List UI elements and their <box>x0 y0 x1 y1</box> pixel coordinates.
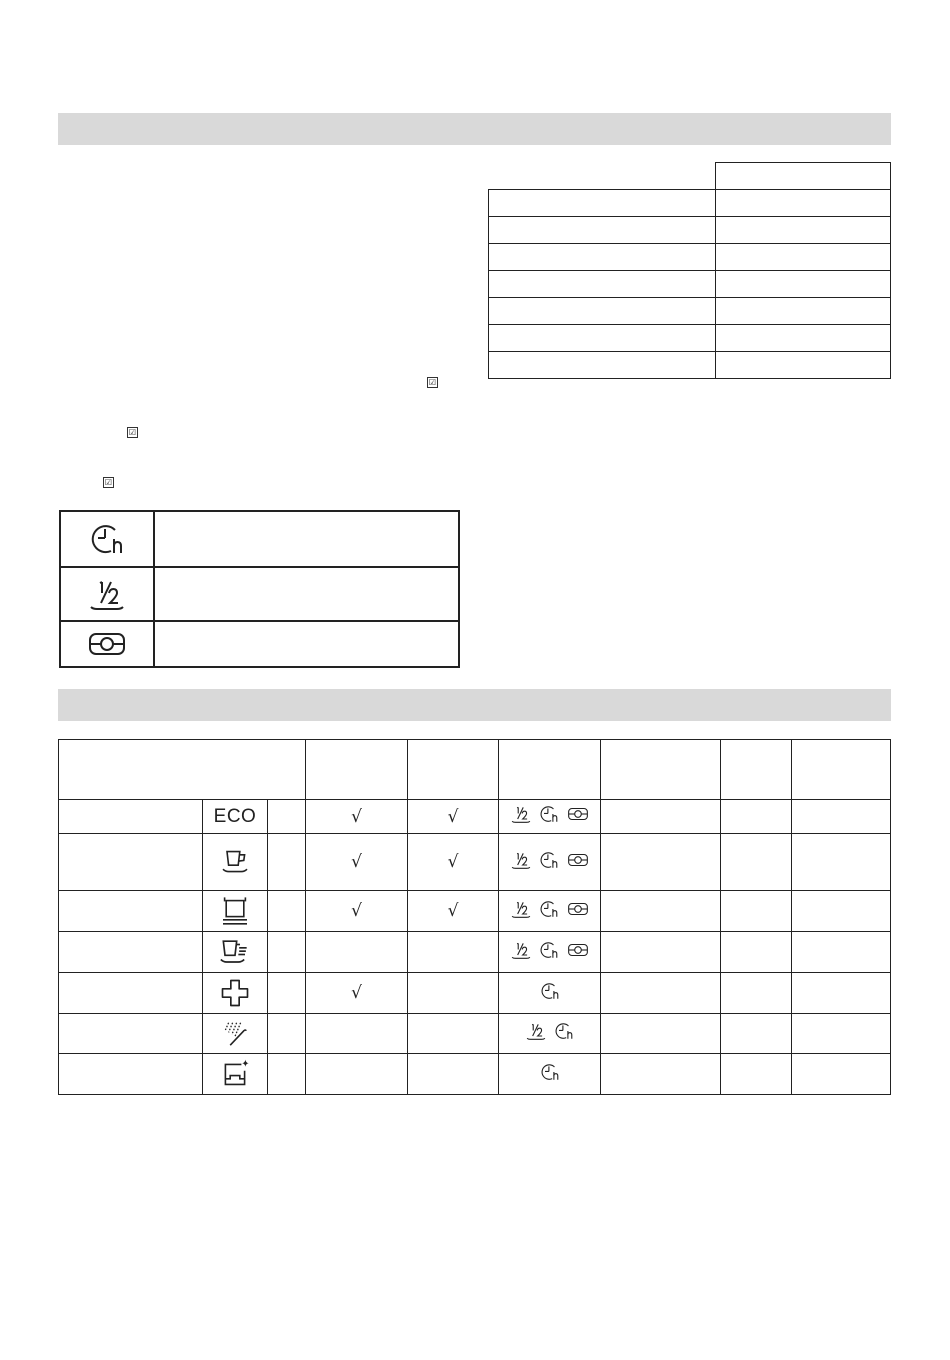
eco-label: ECO <box>213 805 257 827</box>
checkbox-icon: ☑ <box>428 378 437 387</box>
half-load-icon <box>526 1021 546 1041</box>
drying-icon <box>87 630 127 658</box>
settings-table <box>488 162 891 379</box>
delay-start-icon <box>539 804 559 824</box>
pot-icon <box>219 895 251 927</box>
check-mark: √ <box>351 901 362 921</box>
programme-table <box>58 739 891 1095</box>
check-mark: √ <box>351 983 362 1003</box>
drying-icon <box>567 942 589 958</box>
table-header-row <box>59 740 891 800</box>
half-load-icon <box>89 576 125 612</box>
table-row <box>59 973 891 1014</box>
drying-icon <box>567 901 589 917</box>
delay-start-icon <box>540 981 560 1001</box>
hygiene-cross-icon <box>220 978 250 1008</box>
delay-start-icon <box>539 940 559 960</box>
delay-start-icon <box>539 899 559 919</box>
delay-start-icon <box>539 850 559 870</box>
half-load-icon <box>511 899 531 919</box>
table-row <box>59 1014 891 1054</box>
options-legend-table <box>59 510 460 668</box>
drying-icon <box>567 852 589 868</box>
check-mark: √ <box>447 852 459 872</box>
check-mark: √ <box>447 901 459 921</box>
delay-start-icon <box>540 1062 560 1082</box>
rinse-spray-icon <box>219 1019 251 1049</box>
drying-icon <box>567 806 589 822</box>
checkbox-icon: ☑ <box>104 478 113 487</box>
table-row <box>59 800 891 834</box>
section-header-bar-top <box>58 113 891 145</box>
section-header-bar-programmes <box>58 689 891 721</box>
check-mark: √ <box>447 806 459 827</box>
delay-start-icon <box>554 1021 574 1041</box>
table-row <box>59 1054 891 1095</box>
quick-cup-icon <box>218 937 252 967</box>
check-mark: √ <box>351 806 362 827</box>
half-load-icon <box>511 804 531 824</box>
cup-icon <box>219 847 251 877</box>
check-mark: √ <box>351 852 362 872</box>
delay-start-icon <box>89 521 125 557</box>
table-row <box>59 891 891 932</box>
checkbox-icon: ☑ <box>128 428 137 437</box>
table-row <box>59 834 891 891</box>
self-clean-icon <box>219 1058 251 1090</box>
table-row <box>59 932 891 973</box>
half-load-icon <box>511 940 531 960</box>
half-load-icon <box>511 850 531 870</box>
